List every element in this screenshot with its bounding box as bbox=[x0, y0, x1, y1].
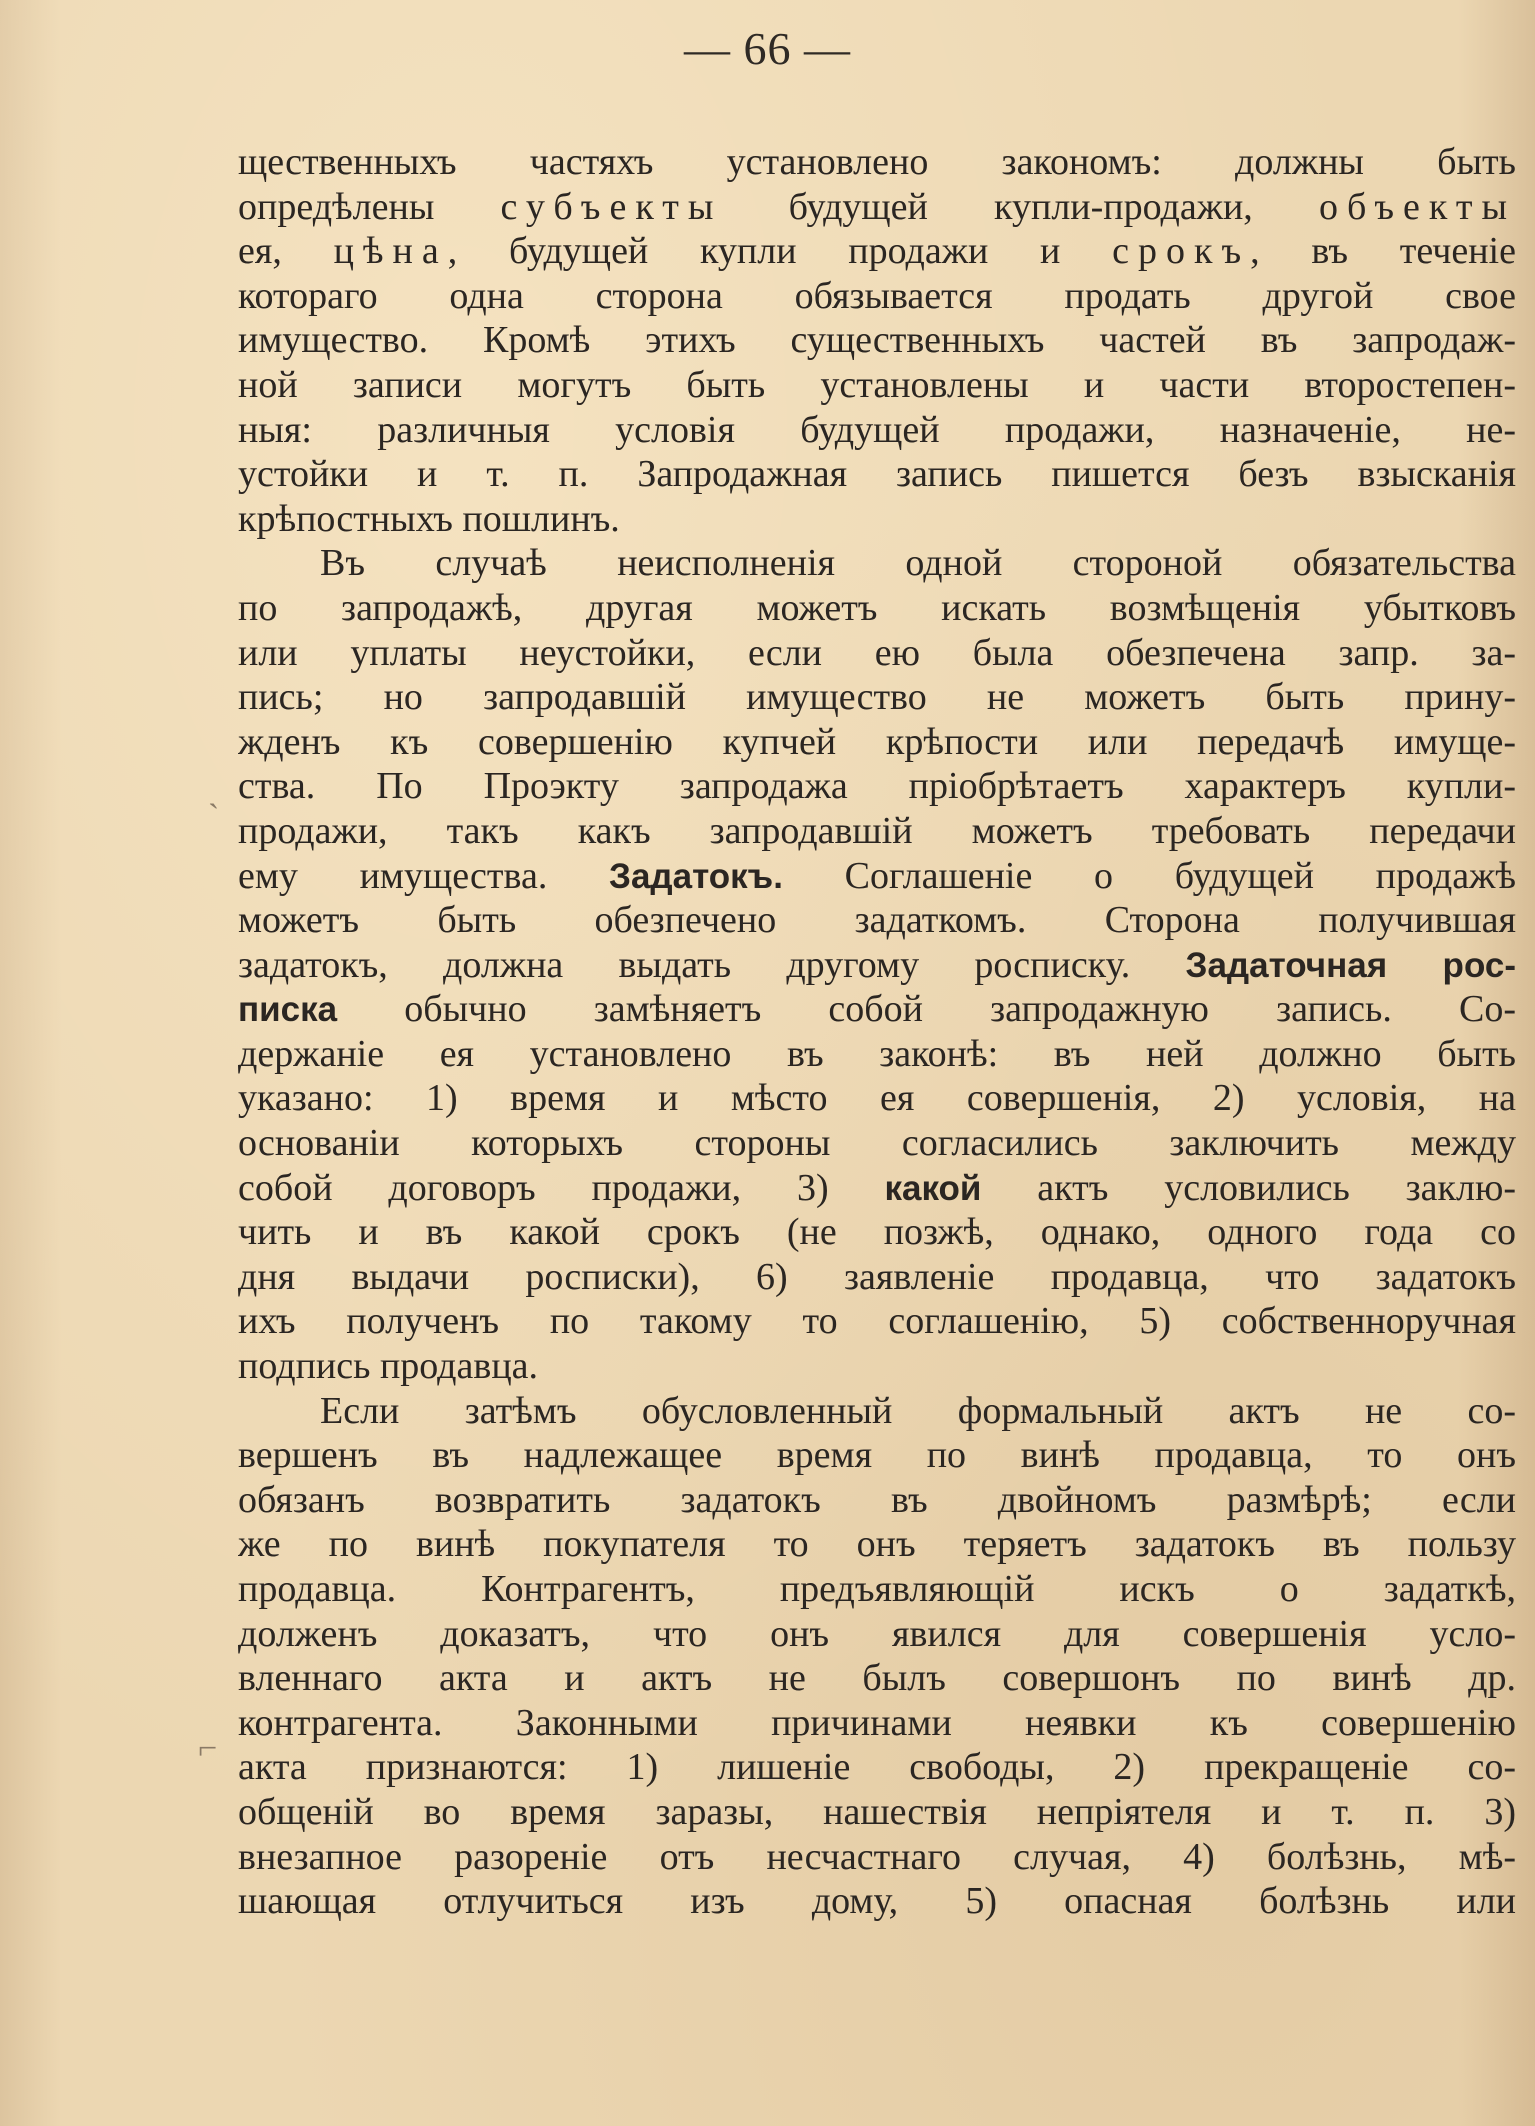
bold-heading-zadatochnaya-rospiska: Задаточная рос- bbox=[1185, 945, 1516, 985]
bold-heading-zadatok: Задатокъ. bbox=[609, 856, 783, 896]
text-line: задатокъ, должна выдать другому росписку. Задаточная рос- bbox=[238, 943, 1516, 986]
text-line: или уплаты неустойки, если ею была обезпечена запр. за- bbox=[238, 631, 1516, 674]
paragraph-start: Въ случаѣ неисполненія одной стороной обязательства bbox=[320, 542, 1516, 585]
text-line: чить и въ какой срокъ (не позжѣ, однако, одного года со bbox=[238, 1211, 1516, 1254]
text-line: имущество. Кромѣ этихъ существенныхъ частей въ запродаж- bbox=[238, 319, 1516, 362]
text-line: контрагента. Законными причинами неявки къ совершенію bbox=[238, 1701, 1516, 1744]
text-line: держаніе ея установлено въ законѣ: въ ней должно быть bbox=[238, 1032, 1516, 1075]
text-line: обязанъ возвратить задатокъ въ двойномъ размѣрѣ; если bbox=[238, 1478, 1516, 1521]
text-line: пись; но запродавшій имущество не можетъ быть прину- bbox=[238, 676, 1516, 719]
bold-heading-continuation: писка bbox=[238, 990, 338, 1030]
text-line: ной записи могутъ быть установлены и части второстепен- bbox=[238, 363, 1516, 406]
margin-mark: ` bbox=[208, 798, 220, 835]
paragraph-start: Если затѣмъ обусловленный формальный актъ не со- bbox=[320, 1389, 1516, 1432]
text-line: основаніи которыхъ стороны согласились заключить между bbox=[238, 1122, 1516, 1165]
text-line: ему имущества. Задатокъ. Соглашеніе о будущей продажѣ bbox=[238, 854, 1516, 897]
spaced-term: объекты bbox=[1318, 185, 1516, 228]
text-line: же по винѣ покупателя то онъ теряетъ задатокъ въ пользу bbox=[238, 1523, 1516, 1566]
page-number: — 66 — bbox=[684, 23, 851, 74]
spaced-term: срокъ bbox=[1112, 230, 1251, 273]
text-line: общеній во время заразы, нашествія непріятеля и т. п. 3) bbox=[238, 1790, 1516, 1833]
text-line: шающая отлучиться изъ дому, 5) опасная болѣзнь или bbox=[238, 1880, 1516, 1923]
body-text bbox=[238, 140, 1516, 1924]
text-line: вленнаго акта и актъ не былъ совершонъ по винѣ др. bbox=[238, 1657, 1516, 1700]
text-line: крѣпостныхъ пошлинъ. bbox=[238, 497, 620, 540]
text-line: продажи, такъ какъ запродавшій можетъ требовать передачи bbox=[238, 809, 1516, 852]
text-line: опредѣлены субъекты будущей купли-продажи, объекты bbox=[238, 185, 1516, 228]
text-line: собой договоръ продажи, 3) какой актъ условились заклю- bbox=[238, 1166, 1516, 1209]
text-line: ихъ полученъ по такому то соглашенію, 5) собственноручная bbox=[238, 1300, 1516, 1343]
text-line: ея, цѣна, будущей купли продажи и срокъ, въ теченіе bbox=[238, 230, 1516, 273]
text-line: указано: 1) время и мѣсто ея совершенія, 2) условія, на bbox=[238, 1077, 1516, 1120]
text-line: щественныхъ частяхъ установлено закономъ: должны быть bbox=[238, 141, 1516, 183]
text-line: дня выдачи росписки), 6) заявленіе продавца, что задатокъ bbox=[238, 1255, 1516, 1298]
text-line: писка обычно замѣняетъ собой запродажную запись. Со- bbox=[238, 988, 1516, 1031]
text-line: можетъ быть обезпечено задаткомъ. Сторона получившая bbox=[238, 899, 1516, 942]
text-line: котораго одна сторона обязывается продать другой свое bbox=[238, 274, 1516, 317]
text-line: подпись продавца. bbox=[238, 1345, 539, 1388]
text-line: акта признаются: 1) лишеніе свободы, 2) прекращеніе со- bbox=[238, 1746, 1516, 1789]
text-line: жденъ къ совершенію купчей крѣпости или передачѣ имуще- bbox=[238, 720, 1516, 763]
text-line: продавца. Контрагентъ, предъявляющій искъ о задаткѣ, bbox=[238, 1568, 1516, 1610]
spaced-term: субъекты bbox=[500, 185, 723, 228]
text-line: ныя: различныя условія будущей продажи, назначеніе, не- bbox=[238, 408, 1516, 451]
text-line: долженъ доказатъ, что онъ явился для совершенія усло- bbox=[238, 1612, 1516, 1655]
margin-mark: ⌐ bbox=[198, 1730, 218, 1767]
bold-word: какой bbox=[884, 1168, 982, 1208]
text-line: по запродажѣ, другая можетъ искать возмѣщенія убытковъ bbox=[238, 586, 1516, 629]
spaced-term: цѣна bbox=[333, 230, 448, 273]
text-line: устойки и т. п. Запродажная запись пишется безъ взысканія bbox=[238, 453, 1516, 496]
text-line: внезапное разореніе отъ несчастнаго случая, 4) болѣзнь, мѣ- bbox=[238, 1835, 1516, 1878]
text-line: ства. По Проэкту запродажа пріобрѣтаетъ характеръ купли- bbox=[238, 765, 1516, 808]
text-line: вершенъ въ надлежащее время по винѣ продавца, то онъ bbox=[238, 1434, 1516, 1477]
